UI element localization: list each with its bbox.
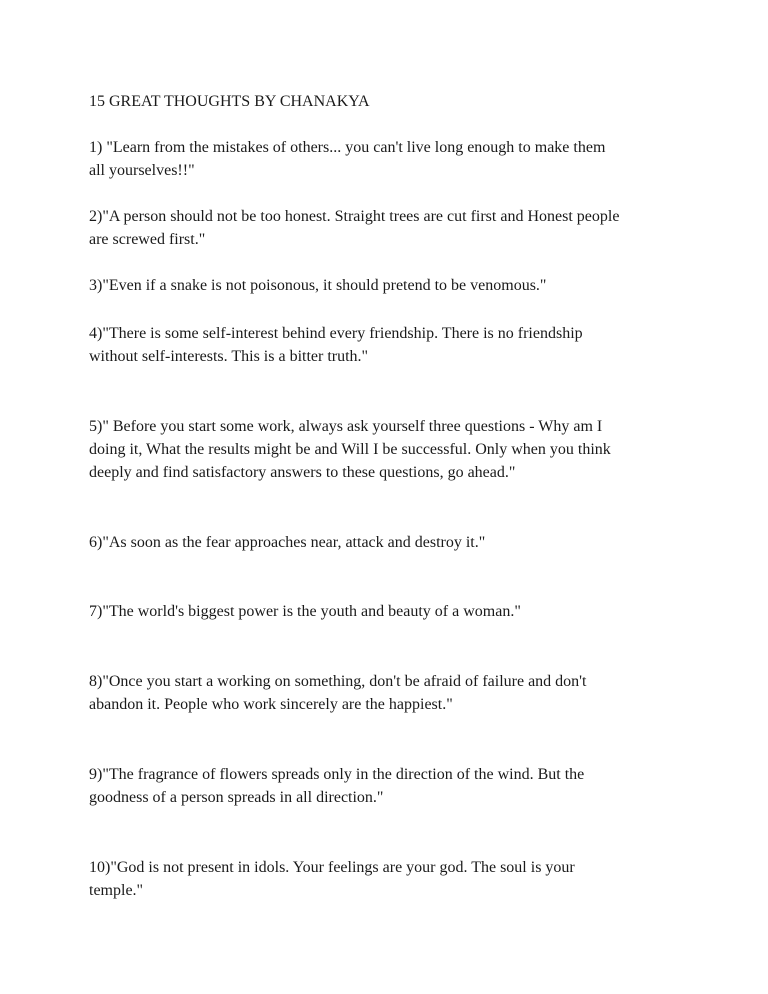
document-title: 15 GREAT THOUGHTS BY CHANAKYA xyxy=(89,93,370,110)
thought-2-line-1: 2)"A person should not be too honest. Straight trees are cut first and Honest people xyxy=(89,208,620,225)
thought-2-line-2: are screwed first." xyxy=(89,231,206,248)
thought-9-line-2: goodness of a person spreads in all direction." xyxy=(89,789,384,806)
thought-5-line-1: 5)" Before you start some work, always ask yourself three questions - Why am I xyxy=(89,418,603,435)
thought-8-line-1: 8)"Once you start a working on something, don't be afraid of failure and don't xyxy=(89,673,587,690)
thought-5-line-3: deeply and find satisfactory answers to these questions, go ahead." xyxy=(89,464,516,481)
thought-1-line-2: all yourselves!!" xyxy=(89,162,195,179)
thought-10-line-1: 10)"God is not present in idols. Your feelings are your god. The soul is your xyxy=(89,859,575,876)
thought-3-line-1: 3)"Even if a snake is not poisonous, it should pretend to be venomous." xyxy=(89,277,547,294)
thought-5-line-2: doing it, What the results might be and Will I be successful. Only when you think xyxy=(89,441,611,458)
thought-8-line-2: abandon it. People who work sincerely are the happiest." xyxy=(89,696,453,713)
thought-1-line-1: 1) "Learn from the mistakes of others... you can't live long enough to make them xyxy=(89,139,606,156)
thought-4-line-2: without self-interests. This is a bitter truth." xyxy=(89,348,369,365)
thought-6-line-1: 6)"As soon as the fear approaches near, attack and destroy it." xyxy=(89,534,486,551)
thought-4-line-1: 4)"There is some self-interest behind every friendship. There is no friendship xyxy=(89,325,583,342)
thought-10-line-2: temple." xyxy=(89,882,144,899)
thought-9-line-1: 9)"The fragrance of flowers spreads only in the direction of the wind. But the xyxy=(89,766,585,783)
thought-7-line-1: 7)"The world's biggest power is the youth and beauty of a woman." xyxy=(89,603,521,620)
